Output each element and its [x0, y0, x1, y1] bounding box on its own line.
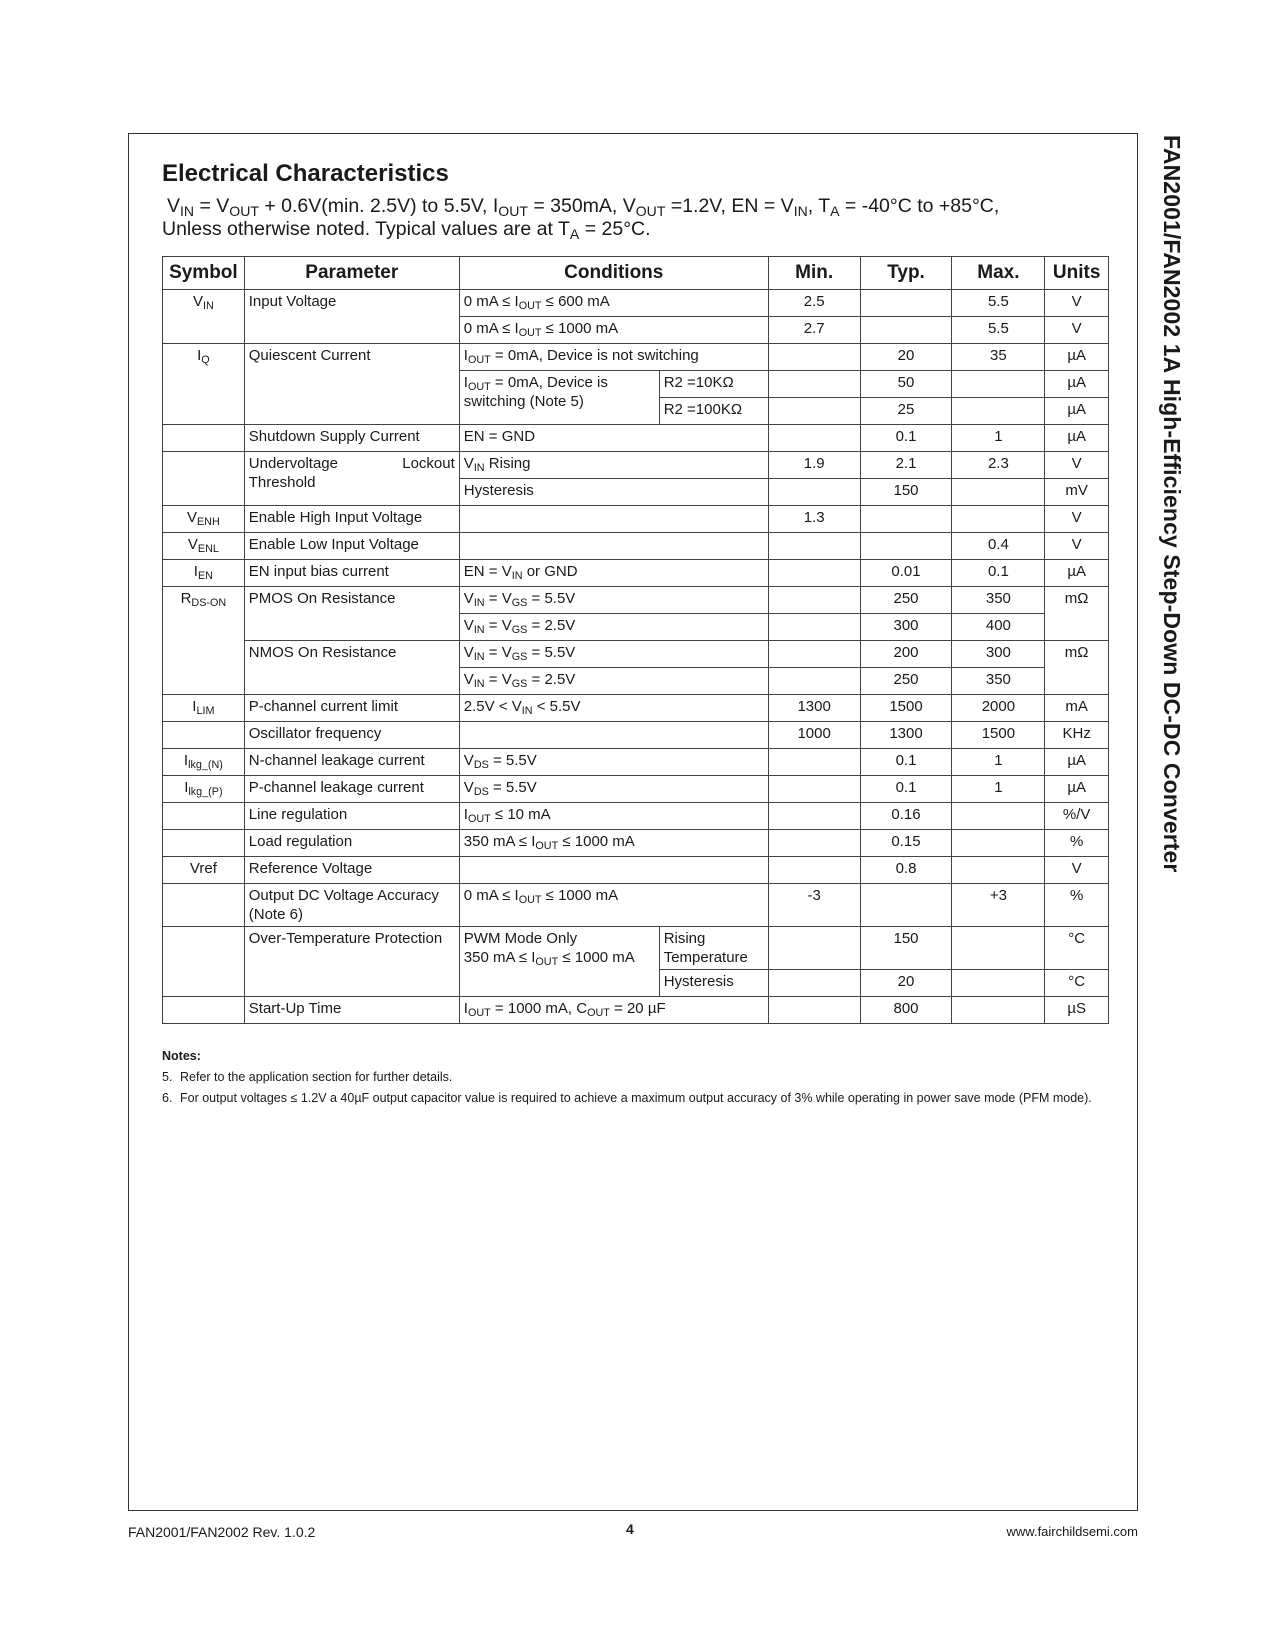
conditions-cell: $V_{IN}$ Rising: [459, 452, 768, 479]
symbol-cell: $I_{lkg\_(N)}$: [163, 749, 245, 776]
max-cell: [952, 371, 1045, 398]
max-cell: 5.5: [952, 290, 1045, 317]
table-row: [163, 884, 1109, 927]
conditions-cell: 350 mA ≤ $I_{OUT} \le 1000$ mA: [459, 830, 768, 857]
min-cell: [768, 970, 860, 997]
conditions-line-2: Unless otherwise noted. Typical values are at $T_A = 25^\circ C$.: [162, 218, 651, 242]
symbol-cell: Vref: [163, 857, 245, 884]
units-cell: mV: [1045, 479, 1109, 506]
typ-cell: 1500: [860, 695, 952, 722]
typ-cell: 300: [860, 614, 952, 641]
symbol-cell: $V_{ENH}$: [163, 506, 245, 533]
parameter-cell: Over-Temperature Protection: [244, 927, 459, 997]
table-row: [163, 830, 1109, 857]
table-row: [163, 695, 1109, 722]
typ-cell: 0.8: [860, 857, 952, 884]
min-cell: 1.9: [768, 452, 860, 479]
max-cell: [952, 398, 1045, 425]
typ-cell: 800: [860, 997, 952, 1024]
max-cell: 1: [952, 776, 1045, 803]
table-row: [163, 587, 1109, 614]
parameter-cell: P-channel current limit: [244, 695, 459, 722]
symbol-cell: $V_{ENL}$: [163, 533, 245, 560]
max-cell: [952, 803, 1045, 830]
typ-cell: 0.1: [860, 749, 952, 776]
units-cell: V: [1045, 317, 1109, 344]
footer-website-link[interactable]: www.fairchildsemi.com: [1006, 1524, 1138, 1539]
header-symbol: Symbol: [163, 257, 245, 290]
conditions-cell: PWM Mode Only 350 mA ≤ $I_{OUT} \le 1000$ mA: [459, 927, 659, 997]
conditions-cell: $V_{IN} = V_{GS} = 2.5V$: [459, 614, 768, 641]
parameter-cell: EN input bias current: [244, 560, 459, 587]
typ-cell: 200: [860, 641, 952, 668]
symbol-cell: $R_{DS-ON}$: [163, 587, 245, 695]
max-cell: 300: [952, 641, 1045, 668]
conditions-cell: EN = $V_{IN}$ or GND: [459, 560, 768, 587]
conditions-cell: 0 mA ≤ $I_{OUT} \le 1000$ mA: [459, 884, 768, 927]
min-cell: 2.7: [768, 317, 860, 344]
parameter-cell: Oscillator frequency: [244, 722, 459, 749]
parameter-cell: Shutdown Supply Current: [244, 425, 459, 452]
min-cell: [768, 425, 860, 452]
parameter-cell: Quiescent Current: [244, 344, 459, 425]
symbol-cell: [163, 830, 245, 857]
max-cell: 1: [952, 425, 1045, 452]
max-cell: [952, 479, 1045, 506]
max-cell: 350: [952, 668, 1045, 695]
typ-cell: [860, 290, 952, 317]
max-cell: 0.1: [952, 560, 1045, 587]
parameter-cell: Input Voltage: [244, 290, 459, 344]
parameter-cell: N-channel leakage current: [244, 749, 459, 776]
min-cell: [768, 641, 860, 668]
table-row: [163, 722, 1109, 749]
min-cell: 1000: [768, 722, 860, 749]
typ-cell: [860, 533, 952, 560]
conditions-cell: Hysteresis: [459, 479, 768, 506]
units-cell: V: [1045, 533, 1109, 560]
units-cell: °C: [1045, 970, 1109, 997]
footer-page-number: 4: [626, 1521, 634, 1537]
parameter-cell: Enable High Input Voltage: [244, 506, 459, 533]
table-row: [163, 776, 1109, 803]
units-cell: mΩ: [1045, 587, 1109, 641]
conditions-cell: [459, 857, 768, 884]
typ-cell: 150: [860, 927, 952, 970]
notes: [162, 1049, 1102, 1112]
units-cell: µA: [1045, 425, 1109, 452]
table-header-row: [163, 257, 1109, 290]
side-title: FAN2001/FAN2002 1A High-Efficiency Step-Down DC-DC Converter: [1159, 135, 1185, 873]
parameter-cell: PMOS On Resistance: [244, 587, 459, 641]
subcondition-cell: Rising Temperature: [659, 927, 768, 970]
symbol-cell: [163, 803, 245, 830]
symbol-cell: [163, 927, 245, 997]
min-cell: [768, 803, 860, 830]
max-cell: 5.5: [952, 317, 1045, 344]
units-cell: V: [1045, 290, 1109, 317]
min-cell: 1300: [768, 695, 860, 722]
min-cell: [768, 927, 860, 970]
header-min: Min.: [768, 257, 860, 290]
table-row: [163, 425, 1109, 452]
typ-cell: 20: [860, 970, 952, 997]
max-cell: 1: [952, 749, 1045, 776]
max-cell: [952, 830, 1045, 857]
min-cell: [768, 776, 860, 803]
header-units: Units: [1045, 257, 1109, 290]
units-cell: µS: [1045, 997, 1109, 1024]
typ-cell: 25: [860, 398, 952, 425]
parameter-cell: P-channel leakage current: [244, 776, 459, 803]
max-cell: [952, 857, 1045, 884]
symbol-cell: $I_Q$: [163, 344, 245, 425]
typ-cell: [860, 506, 952, 533]
symbol-cell: $V_{IN}$: [163, 290, 245, 344]
table-row: [163, 506, 1109, 533]
units-cell: µA: [1045, 371, 1109, 398]
max-cell: [952, 506, 1045, 533]
header-max: Max.: [952, 257, 1045, 290]
max-cell: 1500: [952, 722, 1045, 749]
symbol-cell: [163, 452, 245, 506]
max-cell: 0.4: [952, 533, 1045, 560]
conditions-cell: $V_{DS} = 5.5V$: [459, 776, 768, 803]
table-row: [163, 344, 1109, 371]
units-cell: V: [1045, 506, 1109, 533]
conditions-cell: [459, 506, 768, 533]
min-cell: [768, 344, 860, 371]
min-cell: [768, 857, 860, 884]
min-cell: [768, 371, 860, 398]
min-cell: [768, 479, 860, 506]
max-cell: [952, 970, 1045, 997]
conditions-cell: $V_{IN} = V_{GS} = 5.5V$: [459, 641, 768, 668]
min-cell: [768, 997, 860, 1024]
parameter-cell: Undervoltage Lockout Threshold: [244, 452, 459, 506]
table-row: [163, 803, 1109, 830]
table-row: [163, 452, 1109, 479]
conditions-cell: $V_{DS} = 5.5V$: [459, 749, 768, 776]
parameter-cell: Output DC Voltage Accuracy (Note 6): [244, 884, 459, 927]
typ-cell: 50: [860, 371, 952, 398]
table-row: [163, 927, 1109, 970]
header-typ: Typ.: [860, 257, 952, 290]
symbol-cell: $I_{EN}$: [163, 560, 245, 587]
max-cell: 2.3: [952, 452, 1045, 479]
conditions-cell: $I_{OUT} = 0mA$, Device is switching (Note 5): [459, 371, 659, 425]
min-cell: [768, 830, 860, 857]
parameter-cell: Enable Low Input Voltage: [244, 533, 459, 560]
conditions-cell: $V_{IN} = V_{GS} = 5.5V$: [459, 587, 768, 614]
units-cell: V: [1045, 452, 1109, 479]
table-row: [163, 641, 1109, 668]
units-cell: °C: [1045, 927, 1109, 970]
table-row: [163, 533, 1109, 560]
conditions-line-1: $V_{IN} = V_{OUT} + 0.6V(\min$. 2.5V) to 5.5V, $I_{OUT} = 350mA$, $V_{OUT} =1.2V$, EN = $V_{IN}$, $T_A = -40^\circ C$ to +85°C,: [167, 195, 1000, 219]
subcondition-cell: R2 =10KΩ: [659, 371, 768, 398]
min-cell: [768, 668, 860, 695]
conditions-cell: [459, 722, 768, 749]
conditions-cell: $I_{OUT} = 0mA$, Device is not switching: [459, 344, 768, 371]
units-cell: mΩ: [1045, 641, 1109, 695]
subcondition-cell: R2 =100KΩ: [659, 398, 768, 425]
typ-cell: 250: [860, 668, 952, 695]
parameter-cell: NMOS On Resistance: [244, 641, 459, 695]
conditions-cell: $I_{OUT} = 1000$ mA, $C_{OUT} = 20$ µF: [459, 997, 768, 1024]
conditions-cell: $I_{OUT} \le 10$ mA: [459, 803, 768, 830]
typ-cell: 0.1: [860, 776, 952, 803]
min-cell: [768, 749, 860, 776]
min-cell: -3: [768, 884, 860, 927]
table-row: [163, 857, 1109, 884]
subcondition-cell: Hysteresis: [659, 970, 768, 997]
max-cell: [952, 927, 1045, 970]
table-row: [163, 560, 1109, 587]
min-cell: [768, 398, 860, 425]
units-cell: µA: [1045, 398, 1109, 425]
conditions-cell: 0 mA ≤ $I_{OUT} \le 600$ mA: [459, 290, 768, 317]
units-cell: µA: [1045, 344, 1109, 371]
min-cell: 1.3: [768, 506, 860, 533]
note-item: 6. For output voltages ≤ 1.2V a 40µF output capacitor value is required to achieve a maximum output accuracy of 3% while operating in power save mode (PFM mode).: [162, 1091, 1092, 1105]
typ-cell: 250: [860, 587, 952, 614]
electrical-characteristics-table: [162, 256, 1109, 1024]
max-cell: 400: [952, 614, 1045, 641]
typ-cell: 20: [860, 344, 952, 371]
min-cell: [768, 614, 860, 641]
notes-heading: Notes:: [162, 1049, 201, 1063]
max-cell: 350: [952, 587, 1045, 614]
note-item: 5. Refer to the application section for further details.: [162, 1070, 453, 1084]
min-cell: [768, 560, 860, 587]
typ-cell: 0.01: [860, 560, 952, 587]
max-cell: [952, 997, 1045, 1024]
min-cell: [768, 587, 860, 614]
footer-doc-rev: FAN2001/FAN2002 Rev. 1.0.2: [128, 1524, 316, 1540]
min-cell: [768, 533, 860, 560]
symbol-cell: [163, 425, 245, 452]
header-conditions: Conditions: [459, 257, 768, 290]
typ-cell: 1300: [860, 722, 952, 749]
table-row: [163, 997, 1109, 1024]
table-row: [163, 749, 1109, 776]
typ-cell: 0.15: [860, 830, 952, 857]
min-cell: 2.5: [768, 290, 860, 317]
conditions-cell: 0 mA ≤ $I_{OUT} \le 1000$ mA: [459, 317, 768, 344]
units-cell: V: [1045, 857, 1109, 884]
typ-cell: [860, 317, 952, 344]
units-cell: %/V: [1045, 803, 1109, 830]
section-title: Electrical Characteristics: [162, 160, 449, 187]
conditions-cell: [459, 533, 768, 560]
symbol-cell: $I_{LIM}$: [163, 695, 245, 722]
units-cell: µA: [1045, 776, 1109, 803]
units-cell: µA: [1045, 749, 1109, 776]
header-parameter: Parameter: [244, 257, 459, 290]
units-cell: %: [1045, 830, 1109, 857]
symbol-cell: [163, 722, 245, 749]
table-row: [163, 290, 1109, 317]
max-cell: 2000: [952, 695, 1045, 722]
units-cell: KHz: [1045, 722, 1109, 749]
conditions-cell: $2.5V < V_{IN} < 5.5V$: [459, 695, 768, 722]
symbol-cell: [163, 997, 245, 1024]
typ-cell: 0.16: [860, 803, 952, 830]
parameter-cell: Start-Up Time: [244, 997, 459, 1024]
units-cell: %: [1045, 884, 1109, 927]
parameter-cell: Line regulation: [244, 803, 459, 830]
max-cell: +3: [952, 884, 1045, 927]
symbol-cell: $I_{lkg\_(P)}$: [163, 776, 245, 803]
typ-cell: [860, 884, 952, 927]
parameter-cell: Reference Voltage: [244, 857, 459, 884]
units-cell: µA: [1045, 560, 1109, 587]
conditions-cell: $V_{IN} = V_{GS} = 2.5V$: [459, 668, 768, 695]
typ-cell: 150: [860, 479, 952, 506]
max-cell: 35: [952, 344, 1045, 371]
units-cell: mA: [1045, 695, 1109, 722]
conditions-cell: EN = GND: [459, 425, 768, 452]
parameter-cell: Load regulation: [244, 830, 459, 857]
typ-cell: 0.1: [860, 425, 952, 452]
typ-cell: 2.1: [860, 452, 952, 479]
symbol-cell: [163, 884, 245, 927]
